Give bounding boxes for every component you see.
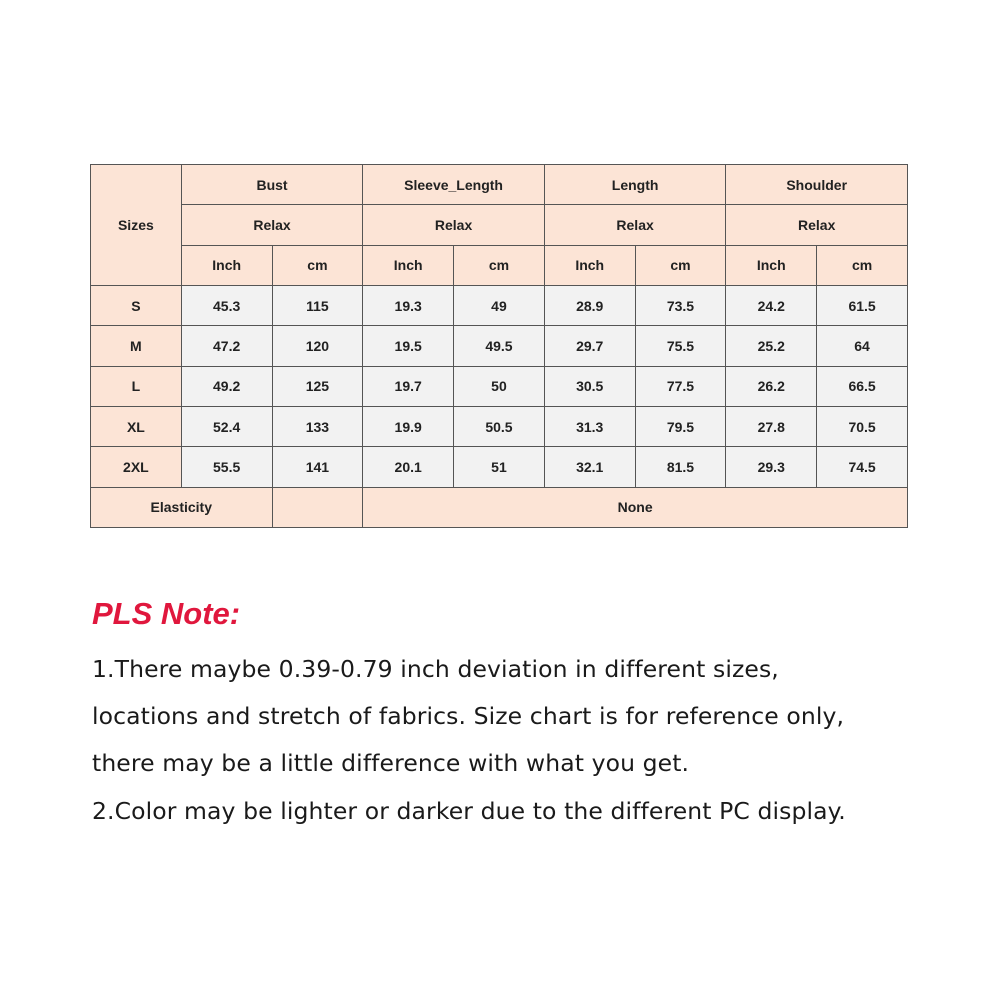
table-cell: 50 [454, 366, 545, 406]
table-row [91, 447, 908, 487]
bust-header: Bust [181, 165, 363, 205]
table-row [91, 366, 908, 406]
shoulder-cm-unit: cm [817, 245, 908, 285]
table-cell: 81.5 [635, 447, 726, 487]
size-label: S [91, 285, 182, 325]
note-line-4: 2.Color may be lighter or darker due to the different PC display. [92, 797, 846, 825]
table-cell: 20.1 [363, 447, 454, 487]
length-cm-unit: cm [635, 245, 726, 285]
table-cell: 133 [272, 406, 363, 446]
elasticity-label: Elasticity [91, 487, 273, 527]
bust-fit: Relax [181, 205, 363, 245]
table-cell: 25.2 [726, 326, 817, 366]
sleeve-inch-unit: Inch [363, 245, 454, 285]
elasticity-row [91, 487, 908, 527]
table-cell: 75.5 [635, 326, 726, 366]
table-cell: 19.7 [363, 366, 454, 406]
table-cell: 19.5 [363, 326, 454, 366]
table-cell: 50.5 [454, 406, 545, 446]
table-cell: 49 [454, 285, 545, 325]
table-cell: 120 [272, 326, 363, 366]
table-cell: 74.5 [817, 447, 908, 487]
note-line-1: 1.There maybe 0.39-0.79 inch deviation in different sizes, [92, 655, 779, 683]
table-cell: 29.3 [726, 447, 817, 487]
table-cell: 64 [817, 326, 908, 366]
table-cell: 55.5 [181, 447, 272, 487]
length-inch-unit: Inch [544, 245, 635, 285]
table-cell: 24.2 [726, 285, 817, 325]
table-cell: 61.5 [817, 285, 908, 325]
sleeve-length-fit: Relax [363, 205, 545, 245]
note-line-2: locations and stretch of fabrics. Size chart is for reference only, [92, 702, 845, 730]
sizes-header: Sizes [91, 165, 182, 286]
length-fit: Relax [544, 205, 726, 245]
table-cell: 29.7 [544, 326, 635, 366]
table-cell: 51 [454, 447, 545, 487]
header-row-fit [91, 205, 908, 245]
note-title: PLS Note: [92, 596, 241, 631]
table-cell: 49.2 [181, 366, 272, 406]
table-cell: 115 [272, 285, 363, 325]
table-cell: 27.8 [726, 406, 817, 446]
table-cell: 49.5 [454, 326, 545, 366]
elasticity-value: None [363, 487, 908, 527]
table-cell: 19.3 [363, 285, 454, 325]
table-cell: 125 [272, 366, 363, 406]
header-row-measure [91, 165, 908, 205]
table-cell: 79.5 [635, 406, 726, 446]
elasticity-blank-cell [272, 487, 363, 527]
table-row [91, 406, 908, 446]
table-row [91, 326, 908, 366]
table-row [91, 285, 908, 325]
size-label: XL [91, 406, 182, 446]
bust-cm-unit: cm [272, 245, 363, 285]
bust-inch-unit: Inch [181, 245, 272, 285]
sleeve-length-header: Sleeve_Length [363, 165, 545, 205]
size-chart-table [90, 164, 908, 528]
note-line-3: there may be a little difference with what you get. [92, 749, 690, 777]
table-cell: 26.2 [726, 366, 817, 406]
shoulder-header: Shoulder [726, 165, 908, 205]
table-cell: 28.9 [544, 285, 635, 325]
table-cell: 45.3 [181, 285, 272, 325]
table-cell: 30.5 [544, 366, 635, 406]
length-header: Length [544, 165, 726, 205]
table-cell: 70.5 [817, 406, 908, 446]
shoulder-inch-unit: Inch [726, 245, 817, 285]
table-cell: 31.3 [544, 406, 635, 446]
size-label: M [91, 326, 182, 366]
shoulder-fit: Relax [726, 205, 908, 245]
table-cell: 77.5 [635, 366, 726, 406]
size-label: 2XL [91, 447, 182, 487]
table-cell: 32.1 [544, 447, 635, 487]
sleeve-cm-unit: cm [454, 245, 545, 285]
table-cell: 141 [272, 447, 363, 487]
table-cell: 47.2 [181, 326, 272, 366]
size-label: L [91, 366, 182, 406]
table-cell: 66.5 [817, 366, 908, 406]
table-cell: 19.9 [363, 406, 454, 446]
table-cell: 73.5 [635, 285, 726, 325]
header-row-units [91, 245, 908, 285]
table-cell: 52.4 [181, 406, 272, 446]
